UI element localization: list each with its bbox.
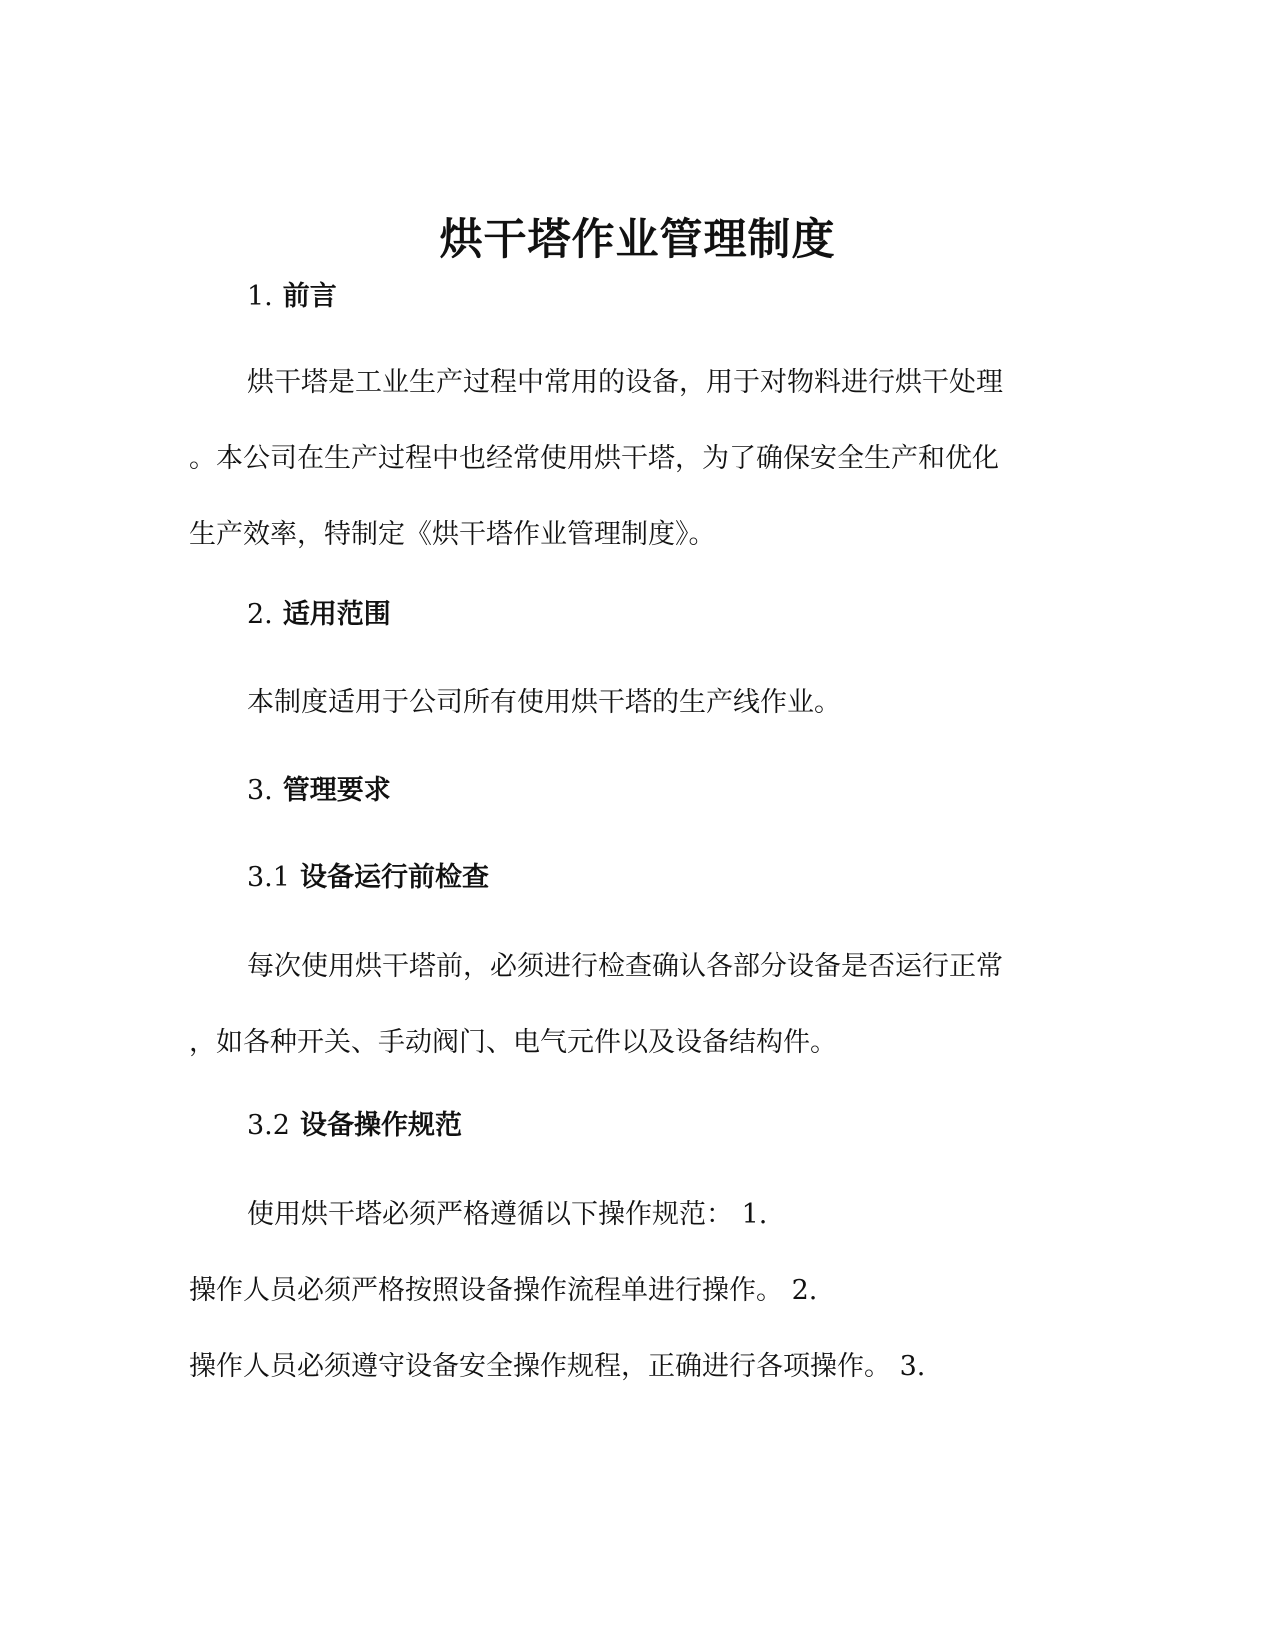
paragraph-line: 烘干塔是工业生产过程中常用的设备，用于对物料进行烘干处理 [247,367,1003,398]
section-title: 适用范围 [282,599,391,630]
section-number: 3.2 [247,1110,290,1141]
paragraph-precheck [189,949,1069,1101]
section-heading-3 [247,773,391,809]
section-number: 2. [247,599,273,630]
section-heading-3-1 [247,860,489,896]
paragraph-line: 操作人员必须遵守设备安全操作规程，正确进行各项操作。 3. [189,1351,926,1382]
section-number: 1. [247,281,273,312]
section-heading-3-2 [247,1108,462,1144]
paragraph-line: 生产效率，特制定《烘干塔作业管理制度》。 [189,519,716,550]
paragraph-line: 使用烘干塔必须严格遵循以下操作规范： 1. [247,1199,768,1230]
paragraph-line: 每次使用烘干塔前，必须进行检查确认各部分设备是否运行正常 [247,951,1003,982]
section-number: 3. [247,775,273,806]
document-title: 烘干塔作业管理制度 [439,215,836,265]
section-title: 设备运行前检查 [299,862,489,893]
paragraph-line: ，如各种开关、手动阀门、电气元件以及设备结构件。 [189,1027,837,1058]
paragraph-line: 操作人员必须严格按照设备操作流程单进行操作。 2. [189,1275,818,1306]
section-title: 设备操作规范 [299,1110,462,1141]
section-number: 3.1 [247,862,290,893]
paragraph-line: 本制度适用于公司所有使用烘干塔的生产线作业。 [247,687,841,718]
paragraph-preface [189,365,1069,593]
paragraph-line: 。本公司在生产过程中也经常使用烘干塔，为了确保安全生产和优化 [189,443,999,474]
section-title: 管理要求 [282,775,391,806]
paragraph-scope [189,685,1069,761]
section-heading-2 [247,597,391,633]
section-title: 前言 [282,281,337,312]
paragraph-operation [189,1197,1069,1425]
section-heading-1 [247,279,337,315]
